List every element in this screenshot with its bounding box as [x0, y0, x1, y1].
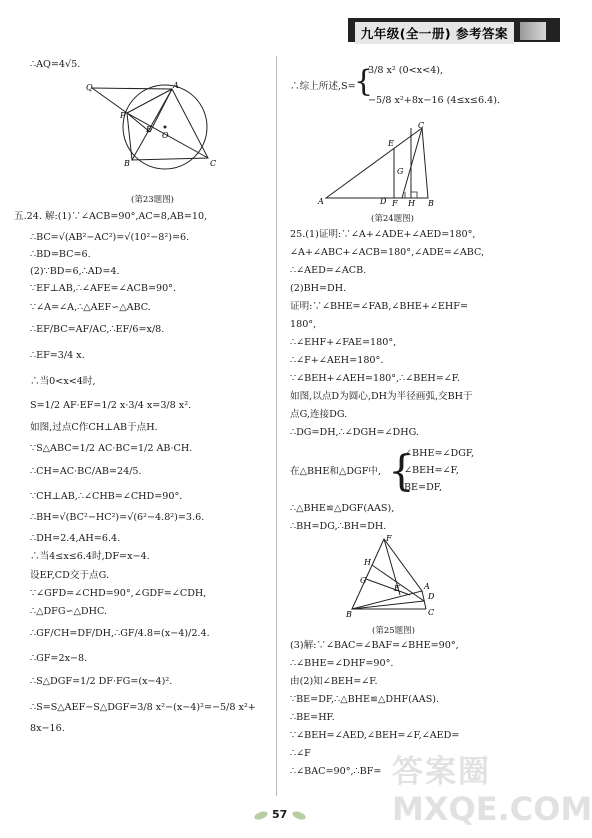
fig23-label: Q — [86, 83, 93, 92]
figure-23 — [80, 80, 230, 188]
fig24-label: G — [397, 167, 404, 176]
page-number-area — [250, 806, 310, 826]
leaf-icon — [291, 810, 307, 821]
brace-line: BE=DF, — [404, 482, 442, 493]
fig25-label: C — [428, 608, 435, 617]
text-line: ∵∠GFD=∠CHD=90°,∠GDF=∠CDH, — [30, 588, 207, 599]
column-divider — [276, 56, 277, 796]
text-line: ∴S=S△AEF−S△DGF=3/8 x²−(x−4)²=−5/8 x²+ — [30, 702, 256, 713]
fig24-label: A — [318, 197, 324, 206]
text-line: ∴EF=3/4 x. — [30, 350, 85, 361]
fig25-label: F — [386, 534, 392, 543]
text-line: ∴BC=√(AB²−AC²)=√(10²−8²)=6. — [30, 232, 190, 243]
leaf-icon — [253, 810, 269, 821]
watermark-url: MXQE.COM — [392, 790, 592, 828]
fig25-label: D — [428, 592, 435, 601]
text-line: (3)解:∵∠BAC=∠BAF=∠BHE=90°, — [290, 640, 459, 651]
text-line: 设EF,CD交于点G. — [30, 570, 109, 581]
fig24-label: E — [388, 139, 394, 148]
text-line: (2)∵BD=6,∴AD=4. — [30, 266, 120, 277]
figure-25-caption: (第25题图) — [372, 626, 415, 636]
text-line: ∵EF⊥AB,∴∠AFE=∠ACB=90°. — [30, 283, 177, 294]
text-line: ∴AQ=4√5. — [30, 59, 81, 70]
text-line: (2)BH=DH. — [290, 283, 347, 294]
text-line: ∵∠A=∠A,∴△AEF∽△ABC. — [30, 302, 151, 313]
fig24-label: H — [408, 199, 415, 208]
text-line: 五.24. 解:(1)∵∠ACB=90°,AC=8,AB=10, — [14, 211, 208, 222]
fig25-label: E — [394, 584, 400, 593]
page-number: 57 — [272, 808, 288, 821]
text-line: ∴∠BAC=90°,∴BF= — [290, 766, 382, 777]
text-line: ∴DH=2.4,AH=6.4. — [30, 533, 121, 544]
text-line: 在△BHE和△DGF中, — [290, 466, 382, 477]
text-line: ∴BH=DG,∴BH=DH. — [290, 521, 387, 532]
figure-23-caption: (第23题图) — [131, 195, 174, 205]
brace: { — [354, 64, 374, 99]
fig23-label: B — [124, 159, 130, 168]
text-line: S=1/2 AF·EF=1/2 x·3/4 x=3/8 x². — [30, 400, 192, 411]
text-line: ∵CH⊥AB,∴∠CHB=∠CHD=90°. — [30, 491, 183, 502]
text-line: 180°, — [290, 319, 317, 330]
fig25-label: B — [346, 610, 352, 619]
text-line: 点G,连接DG. — [290, 409, 348, 420]
text-line: ∴GF=2x−8. — [30, 653, 88, 664]
text-line: 由(2)知∠BEH=∠F. — [290, 676, 378, 687]
text-line: ∴综上所述,S= — [290, 81, 356, 92]
text-line: ∴BH=√(BC²−HC²)=√(6²−4.8²)=3.6. — [30, 512, 205, 523]
text-line: ∴BD=BC=6. — [30, 249, 91, 260]
fig23-label: C — [210, 159, 217, 168]
text-line: ∵∠BEH=∠AED,∠BEH=∠F,∠AED= — [290, 730, 460, 741]
header-title: 九年级(全一册) 参考答案 — [355, 22, 514, 44]
text-line: ∴DG=DH,∴∠DGH=∠DHG. — [290, 427, 419, 438]
text-line: ∴△BHE≌△DGF(AAS), — [290, 503, 395, 514]
text-line: ∴GF/CH=DF/DH,∴GF/4.8=(x−4)/2.4. — [30, 628, 210, 639]
brace-line: ∠BHE=∠DGF, — [404, 448, 475, 459]
text-line: 证明:∵∠BHE=∠FAB,∠BHE+∠EHF= — [290, 301, 468, 312]
text-line: ∴∠F — [290, 748, 311, 759]
piecewise-case: −5/8 x²+8x−16 (4≤x≤6.4). — [368, 95, 501, 106]
text-line: 如图,过点C作CH⊥AB于点H. — [30, 422, 158, 433]
fig24-label: B — [428, 199, 434, 208]
brace: { — [388, 446, 415, 495]
text-line: ∴△DFG∽△DHC. — [30, 606, 108, 617]
figure-25 — [344, 535, 444, 617]
text-line: ∵S△ABC=1/2 AC·BC=1/2 AB·CH. — [30, 443, 193, 454]
fig24-label: D — [380, 197, 387, 206]
fig24-label: F — [392, 199, 398, 208]
piecewise-case: 3/8 x² (0<x<4), — [368, 65, 444, 76]
fig25-label: A — [424, 582, 430, 591]
watermark-logo: 答案圈 — [392, 754, 491, 790]
fig23-label: A — [173, 81, 179, 90]
text-line: ∴∠AED=∠ACB. — [290, 265, 367, 276]
fig23-label: P — [120, 111, 126, 120]
text-line: ∴∠EHF+∠FAE=180°, — [290, 337, 397, 348]
text-line: ∴当4≤x≤6.4时,DF=x−4. — [30, 551, 150, 562]
text-line: 25.(1)证明:∵∠A+∠ADE+∠AED=180°, — [290, 229, 476, 240]
text-line: ∴BE=HF. — [290, 712, 335, 723]
text-line: ∴CH=AC·BC/AB=24/5. — [30, 466, 142, 477]
fig25-label: H — [364, 558, 371, 567]
text-line: ∴EF/BC=AF/AC,∴EF/6=x/8. — [30, 324, 165, 335]
fig23-label: O — [162, 131, 169, 140]
text-line: ∴S△DGF=1/2 DF·FG=(x−4)². — [30, 676, 173, 687]
figure-24 — [318, 120, 434, 206]
header-decoration — [520, 22, 546, 40]
text-line: ∴∠F+∠AEH=180°. — [290, 355, 384, 366]
figure-24-caption: (第24题图) — [371, 214, 414, 224]
text-line: ∴∠BHE=∠DHF=90°. — [290, 658, 394, 669]
text-line: ∴当0<x<4时, — [30, 376, 96, 387]
text-line: ∵∠BEH+∠AEH=180°,∴∠BEH=∠F. — [290, 373, 460, 384]
brace-line: ∠BEH=∠F, — [404, 465, 459, 476]
text-line: ∠A+∠ABC+∠ACB=180°,∠ADE=∠ABC, — [290, 247, 485, 258]
text-line: 如图,以点D为圆心,DH为半径画弧,交BH于 — [290, 391, 473, 402]
fig23-label: E — [146, 125, 152, 134]
fig25-label: G — [360, 576, 367, 585]
fig24-label: C — [418, 121, 425, 130]
text-line: 8x−16. — [30, 723, 65, 734]
text-line: ∵BE=DF,∴△BHE≌△DHF(AAS). — [290, 694, 440, 705]
